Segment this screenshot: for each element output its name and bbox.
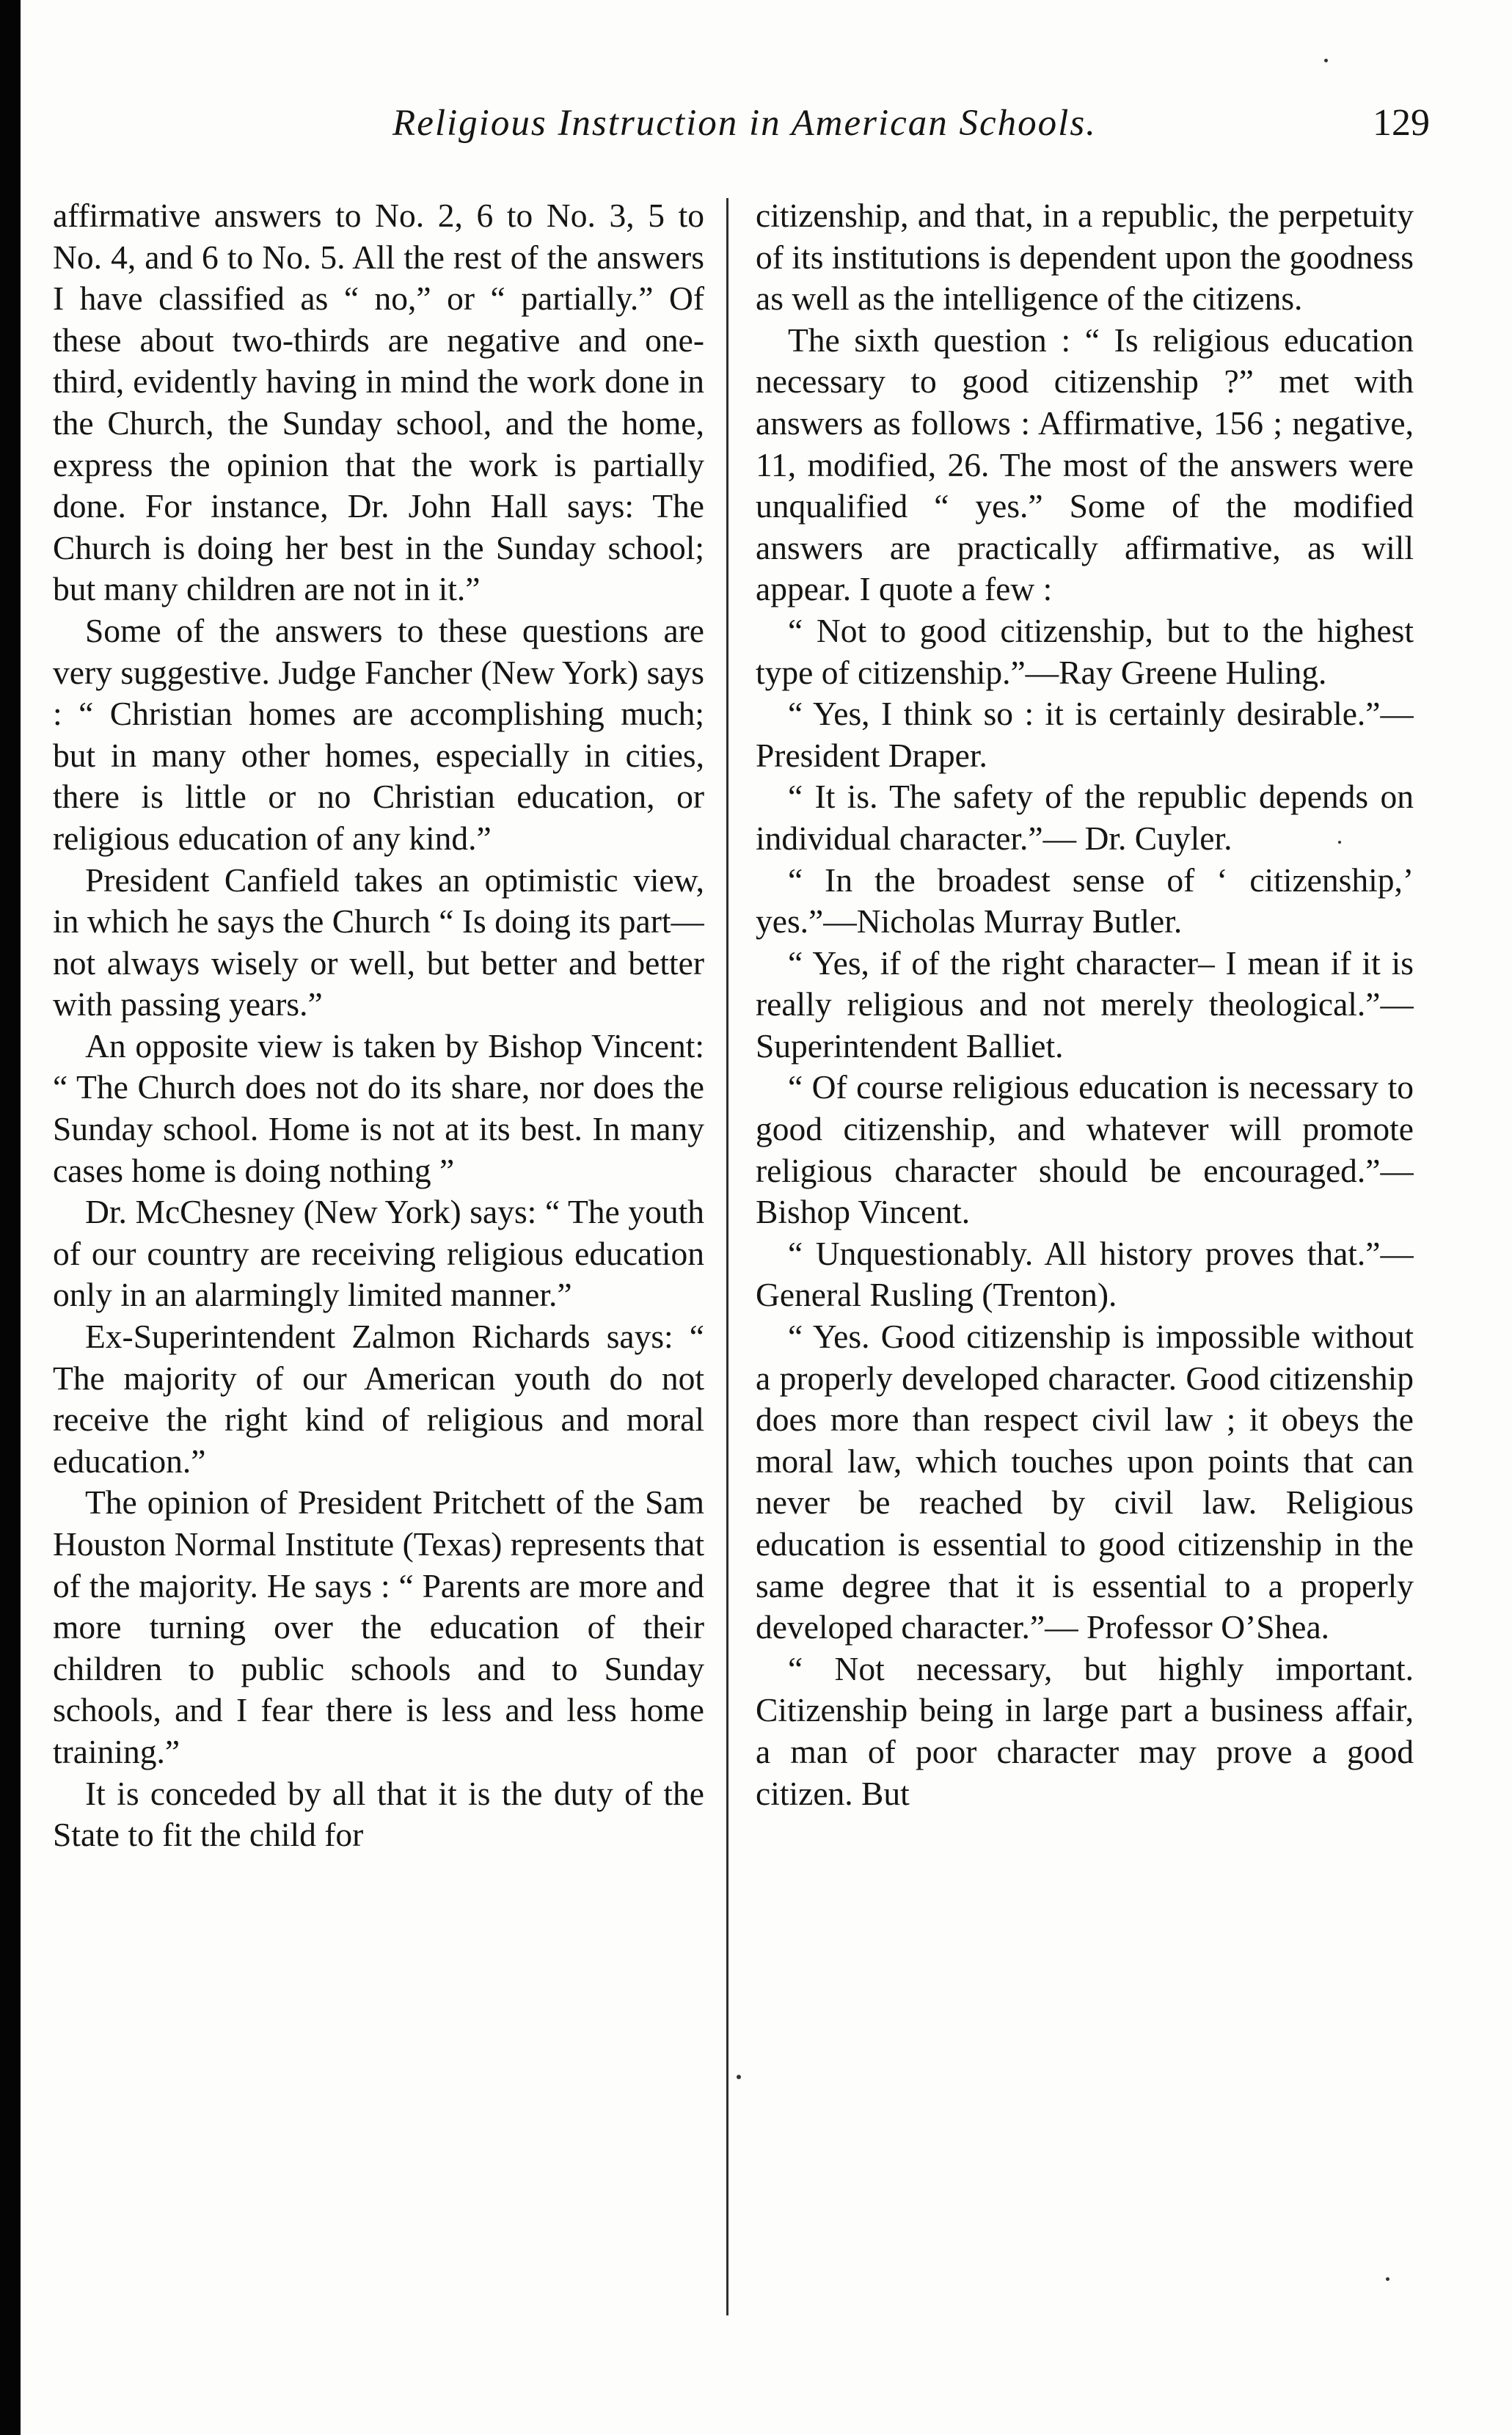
scan-speck (737, 2075, 741, 2079)
paragraph: An opposite view is taken by Bishop Vincent: “ The Church does not do its share, nor does the Sunday school. Home is not at its best. In many cases home is doing nothing ” (53, 1026, 704, 1189)
page-number: 129 (1373, 102, 1430, 144)
paragraph: “ Unquestionably. All history proves that.”—General Rusling (Trenton). (756, 1234, 1414, 1314)
left-text-column (53, 195, 704, 2323)
paragraph: citizenship, and that, in a republic, the perpetuity of its institutions is dependent upon the goodness as well as the intelligence of the citizens. (756, 197, 1414, 318)
right-text-column (756, 195, 1414, 2323)
paragraph: “ Not necessary, but highly important. Citizenship being in large part a business affair, a man of poor character may prove a good citizen. But (756, 1649, 1414, 1812)
scan-speck (1338, 841, 1341, 844)
paragraph: affirmative answers to No. 2, 6 to No. 3, 5 to No. 4, and 6 to No. 5. All the rest of the answers I have classified as “ no,” or “ partially.” Of these about two-thirds are negative and one-third, evidently having in mind the work done in the Church, the Sunday school, and the home, express the opinion that the work is partially done. For instance, Dr. John Hall says: The Church is doing her best in the Sunday school; but many children are not in it.” (53, 197, 704, 608)
paragraph: Some of the answers to these questions are very suggestive. Judge Fancher (New York) says : “ Christian homes are accomplishing much; but in many other homes, especially in cities, there is little or no Christian education, or religious education of any kind.” (53, 611, 704, 857)
paragraph: “ Not to good citizenship, but to the highest type of citizenship.”—Ray Greene Huling. (756, 611, 1414, 691)
paragraph: “ Of course religious education is necessary to good citizenship, and whatever will promote religious character should be encouraged.”—Bishop Vincent. (756, 1068, 1414, 1231)
paragraph: “ Yes. Good citizenship is impossible without a properly developed character. Good citizenship does more than respect civil law ; it obeys the moral law, which touches upon points that can never be reached by civil law. Religious education is essential to good citizenship in the same degree that it is essential to a properly developed character.”— Professor O’Shea. (756, 1318, 1414, 1646)
paragraph: President Canfield takes an optimistic view, in which he says the Church “ Is doing its part—not always wisely or well, but better and better with passing years.” (53, 861, 704, 1023)
paragraph: “ Yes, if of the right character– I mean if it is really religious and not merely theological.”—Superintendent Balliet. (756, 943, 1414, 1065)
column-divider-rule (726, 198, 728, 2315)
paragraph: “ In the broadest sense of ‘ citizenship,’ yes.”—Nicholas Murray Butler. (756, 861, 1414, 941)
paragraph: “ Yes, I think so : it is certainly desirable.”—President Draper. (756, 695, 1414, 774)
paragraph: Ex-Superintendent Zalmon Richards says: “ The majority of our American youth do not receive the right kind of religious and moral education.” (53, 1318, 704, 1480)
paragraph: The opinion of President Pritchett of the Sam Houston Normal Institute (Texas) represents that of the majority. He says : “ Parents are more and more turning over the education of their children to public schools and to Sunday schools, and I fear there is less and less home training.” (53, 1483, 704, 1770)
paragraph: The sixth question : “ Is religious education necessary to good citizenship ?” met with answers as follows : Affirmative, 156 ; negative, 11, modified, 26. The most of the answers were unqualified “ yes.” Some of the modified answers are practically affirmative, as will appear. I quote a few : (756, 321, 1414, 608)
scan-speck (1324, 59, 1328, 62)
running-head: Religious Instruction in American Schools. (392, 103, 1097, 144)
scanner-edge-shadow (0, 0, 21, 2435)
paragraph: It is conceded by all that it is the duty of the State to fit the child for (53, 1774, 704, 1854)
paragraph: “ It is. The safety of the republic depends on individual character.”— Dr. Cuyler. (756, 778, 1414, 857)
paragraph: Dr. McChesney (New York) says: “ The youth of our country are receiving religious education only in an alarmingly limited manner.” (53, 1193, 704, 1314)
scan-speck (1386, 2277, 1389, 2281)
